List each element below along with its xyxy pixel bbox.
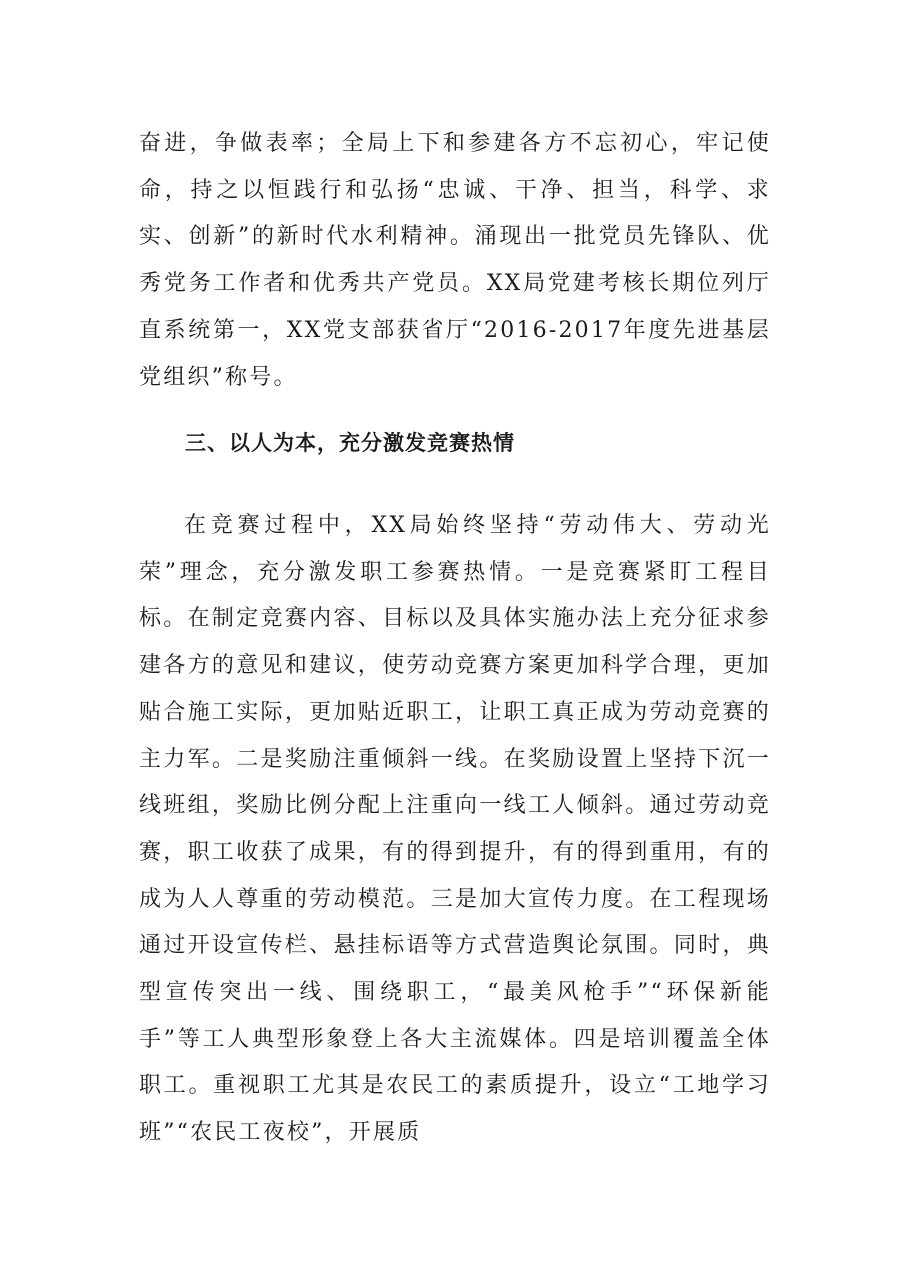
body-paragraph: 在竞赛过程中，XX局始终坚持“劳动伟大、劳动光荣”理念，充分激发职工参赛热情。一是竞赛紧盯工程目标。在制定竞赛内容、目标以及具体实施办法上充分征求参建各方的意见和建议，使劳动竞赛方案更加科学合理，更加贴合施工实际，更加贴近职工，让职工真正成为劳动竞赛的主力军。二是奖励注重倾斜一线。在奖励设置上坚持下沉一线班组，奖励比例分配上注重向一线工人倾斜。通过劳动竞赛，职工收获了成果，有的得到提升，有的得到重用，有的成为人人尊重的劳动模范。三是加大宣传力度。在工程现场通过开设宣传栏、悬挂标语等方式营造舆论氛围。同时，典型宣传突出一线、围绕职工，“最美风枪手”“环保新能手”等工人典型形象登上各大主流媒体。四是培训覆盖全体职工。重视职工尤其是农民工的素质提升，设立“工地学习班”“农民工夜校”，开展质 [139, 513, 771, 1146]
body-paragraph: 奋进，争做表率；全局上下和参建各方不忘初心，牢记使命，持之以恒践行和弘扬“忠诚、干净、担当，科学、求实、创新”的新时代水利精神。涌现出一批党员先锋队、优秀党务工作者和优秀共产党员。XX局党建考核长期位列厅直系统第一，XX党支部获省厅“2016-2017年度先进基层党组织”称号。 [139, 131, 771, 390]
section-heading: 三、以人为本，充分激发竞赛热情 [185, 431, 515, 455]
